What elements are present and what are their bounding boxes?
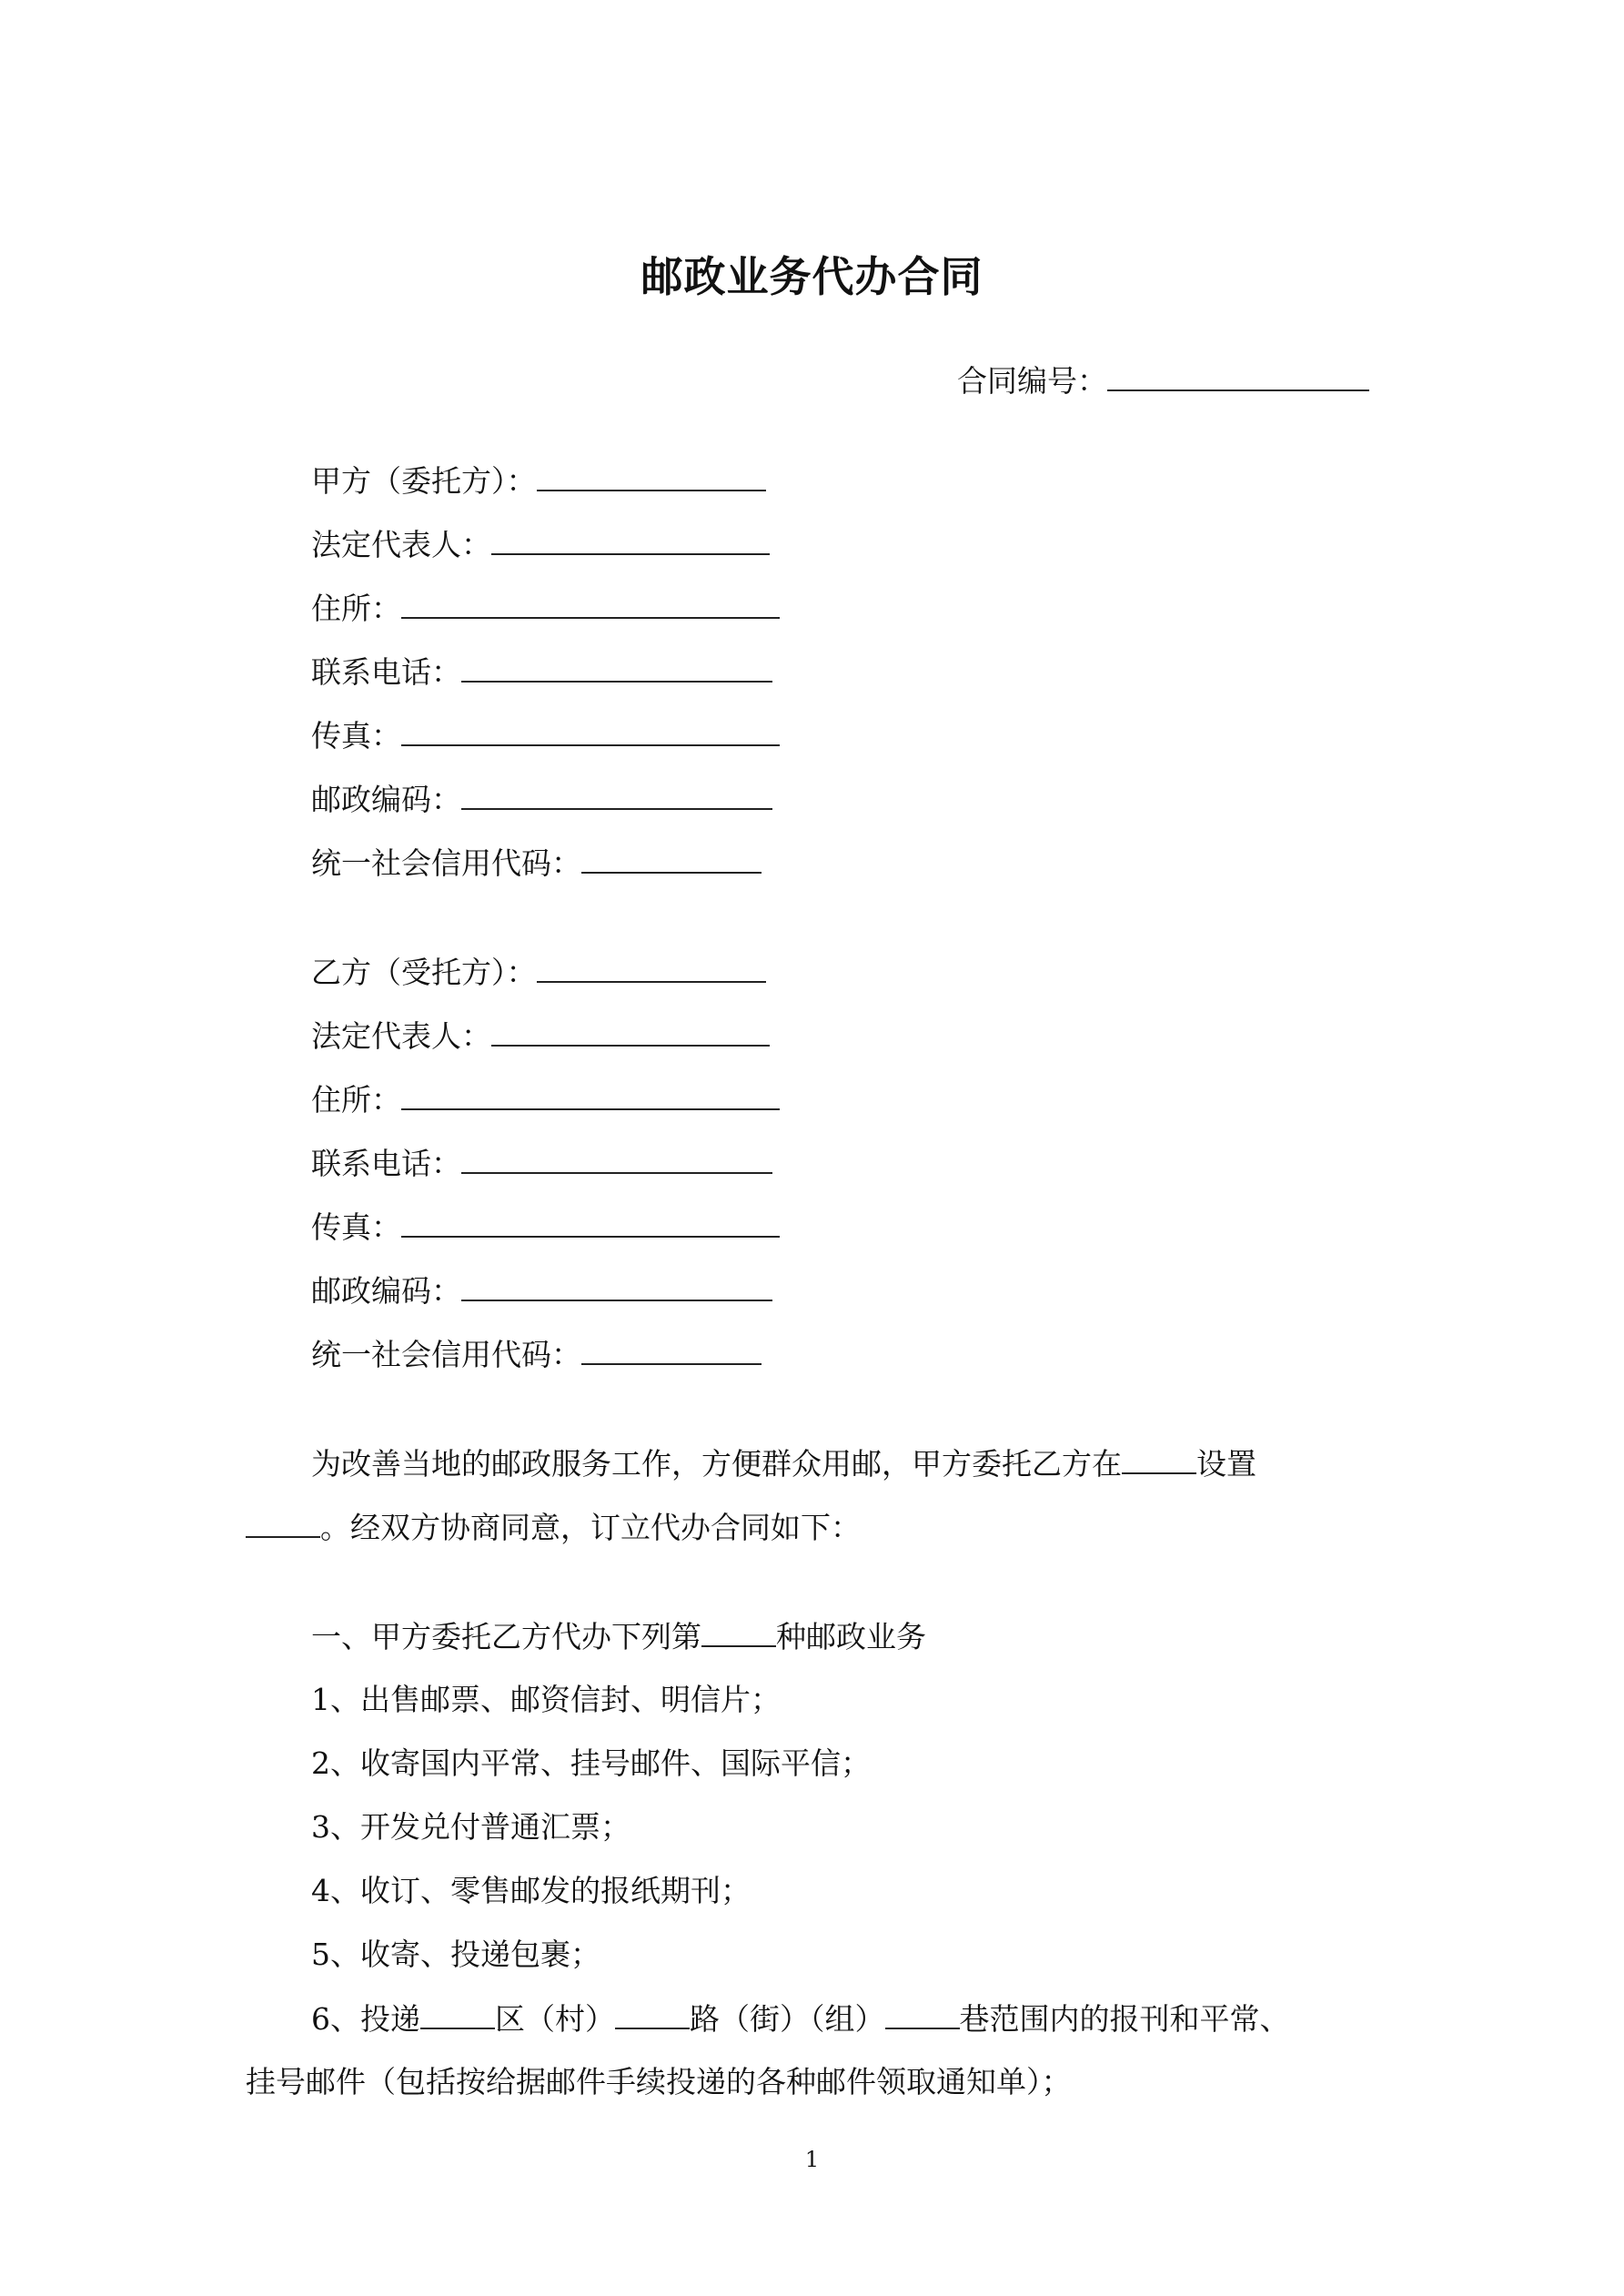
contract-number-label: 合同编号： [957,363,1107,399]
party-b-postcode-label: 邮政编码： [311,1273,461,1309]
item-6-lane-blank[interactable] [885,2000,960,2029]
party-a-credit-code-line [311,845,762,882]
item-6-district-blank[interactable] [420,2000,495,2029]
section-1-count-blank[interactable] [701,1618,776,1647]
intro-line-1 [311,1445,1256,1482]
intro-text-2: 。经双方协商同意，订立代办合同如下： [320,1510,861,1545]
section-1-heading-b: 种邮政业务 [776,1619,926,1654]
section-1-item-4: 4、收订、零售邮发的报纸期刊； [311,1873,751,1908]
party-a-credit-code-blank[interactable] [581,845,762,874]
party-a-postcode-blank[interactable] [461,781,772,810]
intro-location-blank[interactable] [1122,1445,1196,1474]
party-b-phone-label: 联系电话： [311,1146,461,1181]
party-a-fax-blank[interactable] [401,717,780,746]
section-1-item-1: 1、出售邮票、邮资信封、明信片； [311,1682,781,1717]
party-a-fax-label: 传真： [311,718,401,754]
party-a-phone-label: 联系电话： [311,654,461,690]
party-a-postcode-label: 邮政编码： [311,782,461,817]
party-a-address-label: 住所： [311,591,401,626]
party-a-fax-line [311,717,780,754]
party-b-address-label: 住所： [311,1082,401,1118]
party-a-rep-blank[interactable] [491,526,770,555]
party-b-phone-blank[interactable] [461,1145,772,1174]
section-1-heading-a: 一、甲方委托乙方代办下列第 [311,1619,701,1654]
party-b-postcode-blank[interactable] [461,1272,772,1301]
party-a-rep-label: 法定代表人： [311,527,491,562]
party-a-phone-line [311,653,772,691]
party-b-address-blank[interactable] [401,1081,780,1110]
party-b-fax-blank[interactable] [401,1209,780,1238]
item-6-part-1: 6、投递 [311,2001,420,2037]
item-6-part-2: 区（村） [495,2001,615,2037]
party-a-address-line [311,590,780,627]
party-a-name-label: 甲方（委托方）： [311,463,537,499]
item-6-part-3: 路（街）（组） [690,2001,885,2037]
item-6-part-4: 巷范围内的报刊和平常、 [959,2001,1290,2037]
party-b-name-label: 乙方（受托方）： [311,955,537,990]
item-6-road-blank[interactable] [615,2000,690,2029]
intro-text-1b: 设置 [1196,1446,1256,1482]
party-b-credit-code-label: 统一社会信用代码： [311,1337,581,1372]
party-a-postcode-line [311,781,772,818]
section-1-heading [311,1618,926,1655]
party-a-address-blank[interactable] [401,590,780,619]
party-a-name-line [311,462,766,500]
party-b-rep-label: 法定代表人： [311,1018,491,1054]
document-title: 邮政业务代办合同 [641,252,983,301]
party-b-name-line [311,954,766,991]
party-b-phone-line [311,1145,772,1182]
contract-number-line [957,362,1369,400]
contract-number-blank[interactable] [1107,362,1369,391]
intro-text-1a: 为改善当地的邮政服务工作，方便群众用邮，甲方委托乙方在 [311,1446,1122,1482]
party-b-credit-code-blank[interactable] [581,1336,762,1365]
section-1-item-3: 3、开发兑付普通汇票； [311,1809,630,1845]
party-b-credit-code-line [311,1336,762,1373]
party-a-rep-line [311,526,770,563]
section-1-item-6-continued: 挂号邮件（包括按给据邮件手续投递的各种邮件领取通知单）； [246,2064,1072,2099]
intro-line-2 [246,1509,861,1546]
section-1-item-6 [311,2000,1290,2038]
party-a-credit-code-label: 统一社会信用代码： [311,845,581,881]
party-a-name-blank[interactable] [537,462,766,491]
party-b-postcode-line [311,1272,772,1310]
party-b-name-blank[interactable] [537,954,766,983]
party-b-fax-line [311,1209,780,1246]
intro-setup-blank[interactable] [246,1509,320,1538]
party-b-rep-blank[interactable] [491,1017,770,1047]
party-b-address-line [311,1081,780,1118]
section-1-item-5: 5、收寄、投递包裹； [311,1937,600,1972]
party-a-phone-blank[interactable] [461,653,772,683]
party-b-rep-line [311,1017,770,1055]
party-b-fax-label: 传真： [311,1209,401,1245]
section-1-item-2: 2、收寄国内平常、挂号邮件、国际平信； [311,1745,871,1781]
page-number: 1 [804,2147,820,2172]
